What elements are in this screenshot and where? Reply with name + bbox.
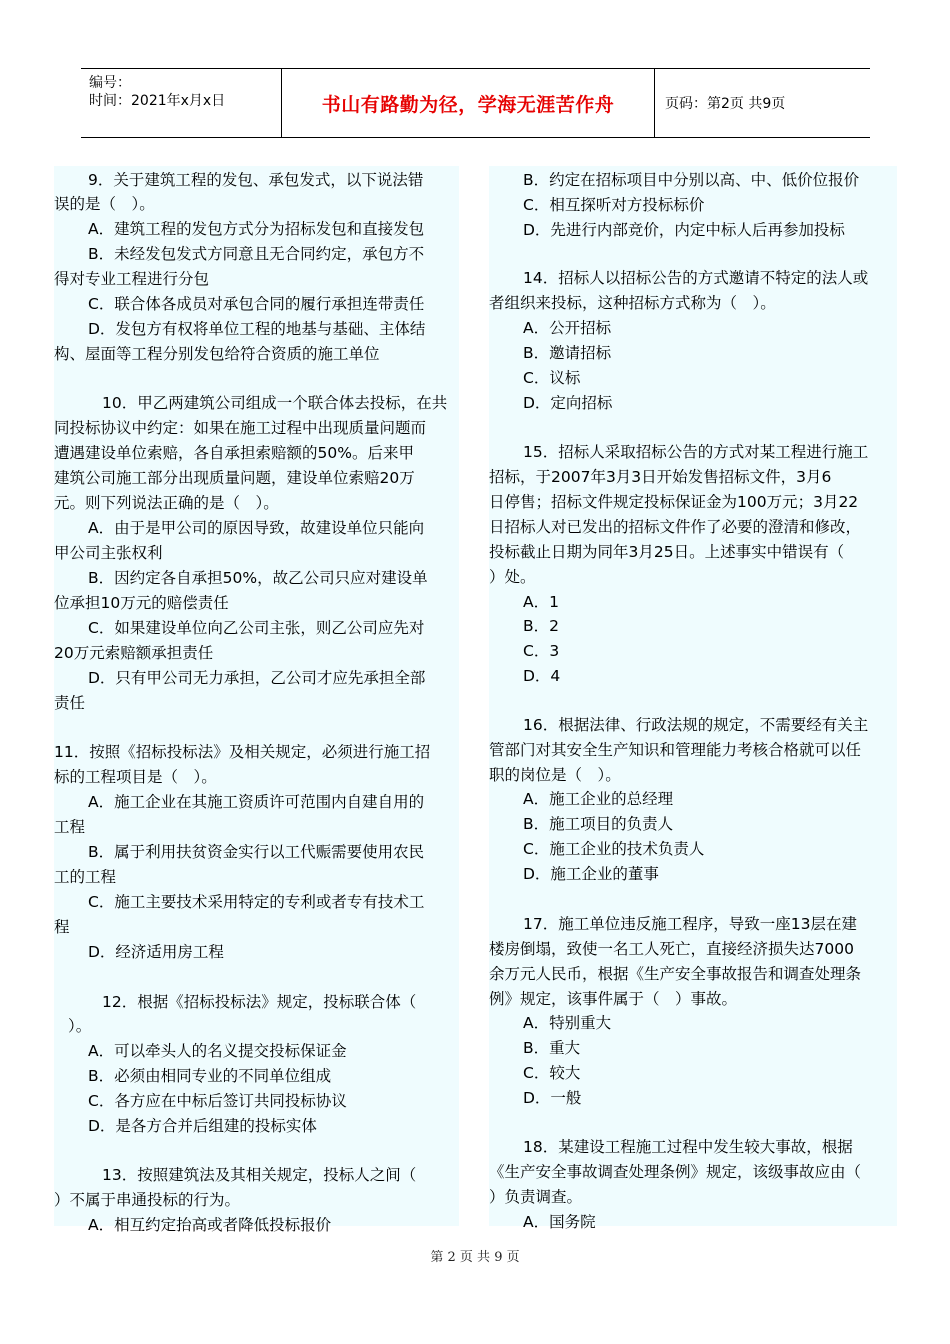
right-column-text-line: D．先进行内部竞价，内定中标人后再参加投标: [523, 221, 845, 239]
left-column-text-line: C．联合体各成员对承包合同的履行承担连带责任: [88, 295, 425, 313]
left-column-text-line: D．只有甲公司无力承担，乙公司才应先承担全部: [88, 669, 426, 687]
left-column-text-line: B．未经发包发式方同意且无合同约定，承包方不: [88, 245, 425, 263]
left-column-text-line: ）。: [68, 1017, 92, 1035]
right-column-text-line: ）负责调查。: [489, 1188, 583, 1206]
right-column-text-line: 日招标人对已发出的招标文件作了必要的澄清和修改，: [489, 518, 862, 536]
right-column-text-line: C．3: [523, 642, 560, 660]
right-column-text-line: C．相互探听对方投标标价: [523, 196, 705, 214]
left-column-text-line: 20万元索赔额承担责任: [54, 644, 214, 662]
right-column-text-line: 投标截止日期为同年3月25日。上述事实中错误有（: [489, 543, 845, 561]
right-column-text-line: 16．根据法律、行政法规的规定，不需要经有关主: [523, 716, 869, 734]
left-question-column: [54, 166, 459, 1234]
right-column-text-line: B．重大: [523, 1039, 581, 1057]
left-column-text-line: 误的是（ ）。: [54, 195, 155, 213]
time-label: 时间：2021年x月x日: [89, 93, 226, 109]
left-column-text-line: A．相互约定抬高或者降低投标报价: [88, 1216, 332, 1234]
left-column-text-line: 11．按照《招标投标法》及相关规定，必须进行施工招: [54, 743, 431, 761]
left-column-text-line: C．各方应在中标后签订共同投标协议: [88, 1092, 347, 1110]
left-column-text-line: A．由于是甲公司的原因导致，故建设单位只能向: [88, 519, 425, 537]
left-column-text-line: A．建筑工程的发包方式分为招标发包和直接发包: [88, 220, 425, 238]
left-column-text-line: 工程: [54, 818, 86, 836]
left-column-text-line: 9．关于建筑工程的发包、承包发式，以下说法错: [88, 171, 424, 189]
left-column-text-line: 10．甲乙两建筑公司组成一个联合体去投标，在共: [102, 394, 448, 412]
header-meta-cell: [81, 69, 282, 137]
left-column-text-line: D．是各方合并后组建的投标实体: [88, 1117, 317, 1135]
right-column-text-line: 17．施工单位违反施工程序，导致一座13层在建: [523, 915, 857, 933]
right-column-text-line: A．特别重大: [523, 1014, 612, 1032]
left-column-text-line: A．施工企业在其施工资质许可范围内自建自用的: [88, 793, 425, 811]
left-column-text-line: 同投标协议中约定：如果在施工过程中出现质量问题而: [54, 419, 427, 437]
left-column-text-line: 元。则下列说法正确的是（ ）。: [54, 494, 279, 512]
left-column-text-line: 责任: [54, 694, 86, 712]
left-column-text-line: ）不属于串通投标的行为。: [54, 1191, 241, 1209]
right-column-text-line: 例》规定，该事件属于（ ）事故。: [489, 990, 738, 1008]
left-column-text-line: 构、屋面等工程分别发包给符合资质的施工单位: [54, 345, 380, 363]
left-column-text-line: B．必须由相同专业的不同单位组成: [88, 1067, 332, 1085]
right-column-text-line: 《生产安全事故调查处理条例》规定，该级事故应由（: [489, 1163, 862, 1181]
left-column-text-line: 13．按照建筑法及其相关规定，投标人之间（: [102, 1166, 417, 1184]
right-column-text-line: 职的岗位是（ ）。: [489, 766, 621, 784]
left-column-text-line: 工的工程: [54, 868, 117, 886]
right-column-text-line: 14．招标人以招标公告的方式邀请不特定的法人或: [523, 269, 869, 287]
left-column-text-line: 标的工程项目是（ ）。: [54, 768, 217, 786]
right-column-text-line: 楼房倒塌，致使一名工人死亡，直接经济损失达7000: [489, 940, 854, 958]
left-column-text-line: 遭遇建设单位索赔，各自承担索赔额的50%。后来甲: [54, 444, 414, 462]
right-column-text-line: B．约定在招标项目中分别以高、中、低价位报价: [523, 171, 860, 189]
right-column-text-line: 者组织来投标，这种招标方式称为（ ）。: [489, 294, 776, 312]
page-header: [81, 68, 870, 138]
right-column-text-line: C．施工企业的技术负责人: [523, 840, 705, 858]
right-column-text-line: D．施工企业的董事: [523, 865, 659, 883]
code-label: 编号：: [89, 75, 131, 91]
right-column-text-line: B．2: [523, 617, 559, 635]
left-column-text-line: C．施工主要技术采用特定的专利或者专有技术工: [88, 893, 425, 911]
motto-text: 书山有路勤为径，学海无涯苦作舟: [321, 93, 615, 116]
right-column-text-line: 18．某建设工程施工过程中发生较大事故，根据: [523, 1138, 853, 1156]
left-column-text-line: B．属于利用扶贫资金实行以工代赈需要使用农民: [88, 843, 425, 861]
page-number-label: 页码：第2页 共9页: [665, 96, 786, 112]
right-column-text-line: C．议标: [523, 369, 581, 387]
right-column-text-line: D．定向招标: [523, 394, 613, 412]
right-column-text-line: ）处。: [489, 568, 536, 586]
left-column-text-line: 程: [54, 918, 70, 936]
left-column-text-line: B．因约定各自承担50%，故乙公司只应对建设单: [88, 569, 428, 587]
right-column-text-line: D．4: [523, 667, 561, 685]
left-column-text-line: 甲公司主张权利: [54, 544, 163, 562]
left-column-text-line: 得对专业工程进行分包: [54, 270, 210, 288]
left-column-text-line: 12．根据《招标投标法》规定，投标联合体（: [102, 993, 417, 1011]
page-footer: 第 2 页 共 9 页: [430, 1250, 520, 1265]
right-column-text-line: A．1: [523, 593, 559, 611]
right-column-text-line: 15．招标人采取招标公告的方式对某工程进行施工: [523, 443, 869, 461]
right-question-column: [489, 166, 897, 1231]
right-column-text-line: D．一般: [523, 1089, 582, 1107]
right-column-text-line: A．施工企业的总经理: [523, 790, 674, 808]
left-column-text-line: D．发包方有权将单位工程的地基与基础、主体结: [88, 320, 426, 338]
right-column-text-line: A．国务院: [523, 1213, 596, 1231]
right-column-text-line: B．施工项目的负责人: [523, 815, 674, 833]
left-column-text-line: D．经济适用房工程: [88, 943, 224, 961]
right-column-text-line: C．较大: [523, 1064, 581, 1082]
left-column-text-line: A．可以牵头人的名义提交投标保证金: [88, 1042, 347, 1060]
right-column-text-line: 招标，于2007年3月3日开始发售招标文件，3月6: [489, 468, 832, 486]
right-column-text-line: 余万元人民币，根据《生产安全事故报告和调查处理条: [489, 965, 862, 983]
right-column-text-line: 日停售；招标文件规定投标保证金为100万元；3月22: [489, 493, 859, 511]
right-column-text-line: 管部门对其安全生产知识和管理能力考核合格就可以任: [489, 741, 862, 759]
left-column-text-line: 建筑公司施工部分出现质量问题，建设单位索赔20万: [54, 469, 415, 487]
right-column-text-line: A．公开招标: [523, 319, 612, 337]
left-column-text-line: C．如果建设单位向乙公司主张，则乙公司应先对: [88, 619, 425, 637]
left-column-text-line: 位承担10万元的赔偿责任: [54, 594, 229, 612]
header-motto-cell: [282, 69, 655, 137]
right-column-text-line: B．邀请招标: [523, 344, 612, 362]
